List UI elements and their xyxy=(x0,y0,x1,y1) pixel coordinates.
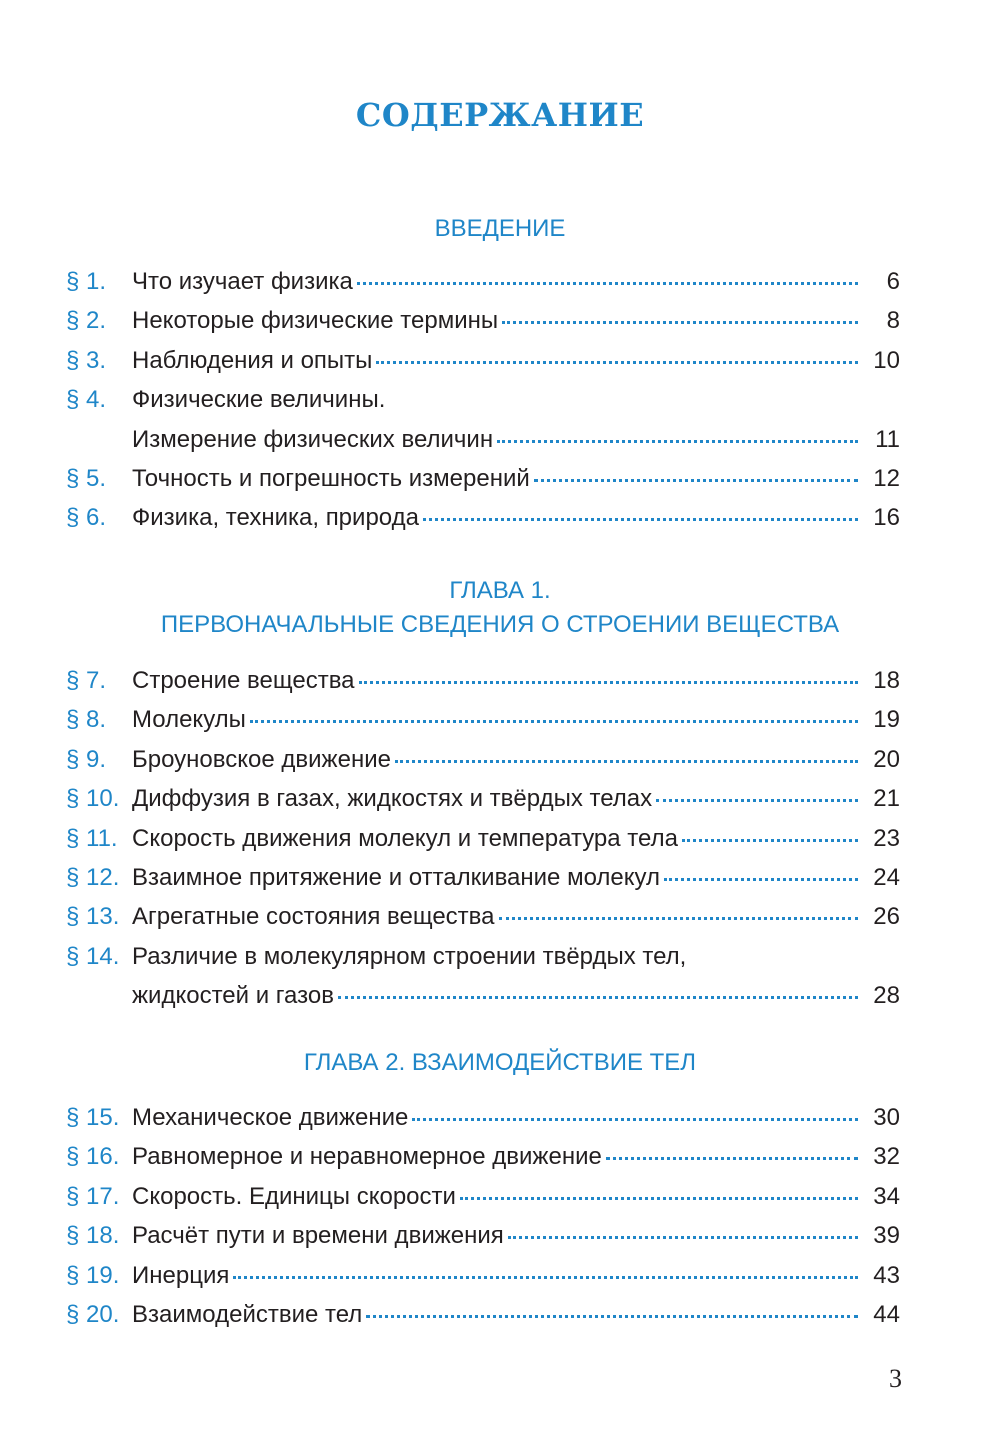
section-number: § 6. xyxy=(66,504,107,531)
entry-title: Различие в молекулярном строении твёрдых тел, xyxy=(132,943,687,970)
entry-title: Взаимодействие тел xyxy=(132,1301,363,1328)
toc-entry[interactable] xyxy=(0,426,1000,462)
dot-leader xyxy=(250,720,858,723)
page-number: 3 xyxy=(889,1364,902,1393)
entry-title: Что изучает физика xyxy=(132,268,353,295)
page-ref: 11 xyxy=(875,426,900,453)
dot-leader xyxy=(460,1197,858,1200)
section-heading-line: ПЕРВОНАЧАЛЬНЫЕ СВЕДЕНИЯ О СТРОЕНИИ ВЕЩЕСТВА xyxy=(160,611,840,638)
page-ref: 19 xyxy=(873,706,900,733)
toc-entry[interactable] xyxy=(0,465,1000,501)
dot-leader xyxy=(682,839,858,842)
toc-entry[interactable] xyxy=(0,347,1000,383)
toc-entry[interactable] xyxy=(0,1104,1000,1140)
dot-leader xyxy=(606,1157,858,1160)
toc-entry[interactable] xyxy=(0,785,1000,821)
page-ref: 34 xyxy=(873,1183,900,1210)
toc-entry[interactable] xyxy=(0,825,1000,861)
entry-title: жидкостей и газов xyxy=(132,982,334,1009)
entry-title: Скорость. Единицы скорости xyxy=(132,1183,456,1210)
section-number: § 14. xyxy=(66,943,120,970)
toc-entry[interactable] xyxy=(0,504,1000,540)
page-ref: 44 xyxy=(873,1301,900,1328)
page-ref: 10 xyxy=(873,347,900,374)
toc-entry[interactable] xyxy=(0,307,1000,343)
section-number: § 8. xyxy=(66,706,107,733)
page-ref: 23 xyxy=(873,825,900,852)
page-ref: 28 xyxy=(873,982,900,1009)
entry-title: Физические величины. xyxy=(132,386,386,413)
entry-title: Строение вещества xyxy=(132,667,355,694)
toc-entry[interactable] xyxy=(0,1222,1000,1258)
page-ref: 43 xyxy=(873,1262,900,1289)
section-number: § 1. xyxy=(66,268,107,295)
section-number: § 7. xyxy=(66,667,107,694)
section-number: § 19. xyxy=(66,1262,120,1289)
page-ref: 39 xyxy=(873,1222,900,1249)
section-number: § 10. xyxy=(66,785,120,812)
entry-title: Расчёт пути и времени движения xyxy=(132,1222,504,1249)
page-ref: 24 xyxy=(873,864,900,891)
section-number: § 5. xyxy=(66,465,107,492)
toc-entry[interactable] xyxy=(0,1301,1000,1337)
entry-title: Физика, техника, природа xyxy=(132,504,419,531)
page-ref: 6 xyxy=(886,268,900,295)
section-heading xyxy=(40,1046,960,1080)
toc-entry[interactable] xyxy=(0,1143,1000,1179)
dot-leader xyxy=(499,917,859,920)
dot-leader xyxy=(357,282,858,285)
entry-title: Взаимное притяжение и отталкивание молекул xyxy=(132,864,660,891)
entry-title: Инерция xyxy=(132,1262,230,1289)
section-number: § 18. xyxy=(66,1222,120,1249)
section-heading xyxy=(40,574,960,642)
page-ref: 20 xyxy=(873,746,900,773)
page-ref: 26 xyxy=(873,903,900,930)
page-title: СОДЕРЖАНИЕ xyxy=(355,96,645,134)
page-ref: 18 xyxy=(873,667,900,694)
dot-leader xyxy=(656,799,858,802)
section-number: § 9. xyxy=(66,746,107,773)
dot-leader xyxy=(395,760,858,763)
toc-entry[interactable] xyxy=(0,706,1000,742)
section-heading-line: ГЛАВА 1. xyxy=(449,577,551,604)
section-number: § 15. xyxy=(66,1104,120,1131)
entry-title: Точность и погрешность измерений xyxy=(132,465,530,492)
toc-entry[interactable] xyxy=(0,903,1000,939)
dot-leader xyxy=(534,479,858,482)
section-number: § 11. xyxy=(66,825,118,852)
toc-entry[interactable] xyxy=(0,386,1000,422)
toc-entry[interactable] xyxy=(0,864,1000,900)
dot-leader xyxy=(338,996,858,999)
entry-title: Диффузия в газах, жидкостях и твёрдых телах xyxy=(132,785,653,812)
section-number: § 13. xyxy=(66,903,120,930)
dot-leader xyxy=(497,440,858,443)
page-ref: 8 xyxy=(886,307,900,334)
dot-leader xyxy=(502,321,858,324)
section-number: § 20. xyxy=(66,1301,120,1328)
dot-leader xyxy=(423,518,858,521)
page-ref: 16 xyxy=(873,504,900,531)
toc-entry[interactable] xyxy=(0,943,1000,979)
section-number: § 4. xyxy=(66,386,107,413)
entry-title: Механическое движение xyxy=(132,1104,409,1131)
entry-title: Измерение физических величин xyxy=(132,426,494,453)
section-heading-line: ГЛАВА 2. ВЗАИМОДЕЙСТВИЕ ТЕЛ xyxy=(303,1049,697,1076)
entry-title: Броуновское движение xyxy=(132,746,391,773)
entry-title: Скорость движения молекул и температура тела xyxy=(132,825,678,852)
dot-leader xyxy=(366,1315,858,1318)
toc-entry[interactable] xyxy=(0,982,1000,1018)
toc-entry[interactable] xyxy=(0,1183,1000,1219)
page-ref: 32 xyxy=(873,1143,900,1170)
section-number: § 17. xyxy=(66,1183,120,1210)
section-number: § 3. xyxy=(66,347,107,374)
section-heading xyxy=(40,212,960,246)
page-ref: 21 xyxy=(873,785,900,812)
section-number: § 12. xyxy=(66,864,120,891)
toc-entry[interactable] xyxy=(0,667,1000,703)
entry-title: Наблюдения и опыты xyxy=(132,347,373,374)
section-number: § 2. xyxy=(66,307,107,334)
entry-title: Равномерное и неравномерное движение xyxy=(132,1143,602,1170)
entry-title: Некоторые физические термины xyxy=(132,307,499,334)
dot-leader xyxy=(508,1236,858,1239)
entry-title: Агрегатные состояния вещества xyxy=(132,903,495,930)
dot-leader xyxy=(376,361,858,364)
toc-entry[interactable] xyxy=(0,746,1000,782)
toc-entry[interactable] xyxy=(0,268,1000,304)
page-ref: 30 xyxy=(873,1104,900,1131)
section-heading-line: ВВЕДЕНИЕ xyxy=(434,215,566,242)
toc-entry[interactable] xyxy=(0,1262,1000,1298)
entry-title: Молекулы xyxy=(132,706,246,733)
dot-leader xyxy=(233,1276,858,1279)
dot-leader xyxy=(359,681,858,684)
dot-leader xyxy=(412,1118,858,1121)
dot-leader xyxy=(664,878,858,881)
section-number: § 16. xyxy=(66,1143,120,1170)
page-ref: 12 xyxy=(873,465,900,492)
